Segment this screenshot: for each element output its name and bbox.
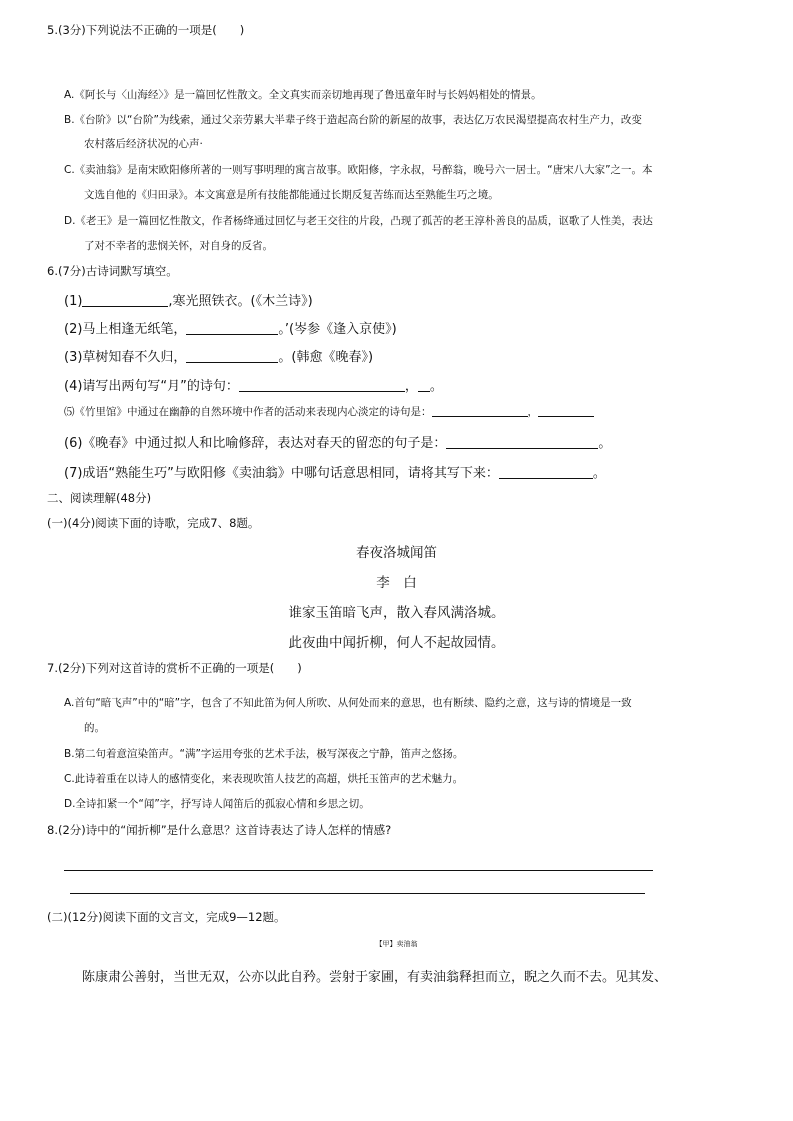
q5-option-c-line2: 文选自他的《归田录》。本文寓意是所有技能都能通过长期反复苦练而达至熟能生巧之境。 <box>84 189 499 201</box>
q5-option-d-line2: 了对不幸者的悲悯关怀，对自身的反省。 <box>84 240 273 252</box>
poem-author: 李 白 <box>376 575 417 591</box>
q6-item-4-suffix: 。 <box>429 379 443 394</box>
q6-item-7 <box>64 462 606 481</box>
q5-option-c-line1: C.《卖油翁》是南宋欧阳修所著的一则写事明理的寓言故事。欧阳修，字永叔，号醉翁，晚号六一居士。“唐宋八大家”之一。本 <box>64 164 653 176</box>
q7-option-a-line2: 的。 <box>84 722 105 734</box>
section-2-heading: 二、阅读理解(48分) <box>47 491 152 505</box>
q6-answer-blank-6[interactable] <box>446 436 598 449</box>
q6-item-3-suffix: 。(韩愈《晚春》) <box>278 350 374 365</box>
q6-item-6-prefix: (6)《晚春》中通过拟人和比喻修辞，表达对春天的留恋的句子是： <box>64 436 447 451</box>
q6-answer-blank-5b[interactable] <box>538 404 594 417</box>
q6-item-6-suffix: 。 <box>598 436 612 451</box>
q7-option-a-line1: A.首句“暗飞声”中的“暗”字，包含了不知此笛为何人所吹、从何处而来的意思，也有断续、隐约之意，这与诗的情境是一致 <box>64 697 632 709</box>
q5-option-b-line2: 农村落后经济状况的心声· <box>84 138 203 150</box>
q6-answer-blank-1[interactable] <box>82 294 168 307</box>
q6-answer-blank-4b[interactable] <box>418 379 430 392</box>
q6-item-1-prefix: (1) <box>64 294 83 309</box>
q6-item-6 <box>64 432 611 451</box>
q6-answer-blank-2[interactable] <box>186 322 278 335</box>
q6-item-2 <box>64 318 397 337</box>
passage-subtitle: 【甲】卖油翁 <box>375 940 418 948</box>
q6-item-1 <box>64 290 313 309</box>
q6-answer-blank-4a[interactable] <box>239 379 405 392</box>
q6-item-5 <box>64 404 594 419</box>
reading-part-2-intro: (二)(12分)阅读下面的文言文，完成9—12题。 <box>47 910 286 924</box>
q5-stem: 5.(3分)下列说法不正确的一项是( ) <box>47 23 245 37</box>
q5-option-b-line1: B.《台阶》以“台阶”为线索，通过父亲劳累大半辈子终于造起高台阶的新屋的故事，表达亿万农民渴望提高农村生产力，改变 <box>64 114 642 126</box>
q8-answer-line-1[interactable] <box>64 870 653 871</box>
q6-answer-blank-5a[interactable] <box>432 404 528 417</box>
reading-part-1-intro: (一)(4分)阅读下面的诗歌，完成7、8题。 <box>47 516 260 530</box>
q6-item-5-separator: ， <box>527 406 538 418</box>
q6-item-2-suffix: 。’(岑参《逢入京使》) <box>278 322 397 337</box>
q6-item-7-suffix: 。 <box>592 466 606 481</box>
q6-item-4 <box>64 375 443 394</box>
poem-title: 春夜洛城闻笛 <box>356 545 437 561</box>
poem-line-2: 此夜曲中闻折柳，何人不起故园情。 <box>288 635 505 651</box>
q6-item-5-prefix: ⑸《竹里馆》中通过在幽静的自然环境中作者的活动来表现内心淡定的诗句是： <box>64 406 432 418</box>
q6-item-7-prefix: (7)成语“熟能生巧”与欧阳修《卖油翁》中哪句话意思相同，请将其写下来： <box>64 466 499 481</box>
q7-option-c: C.此诗着重在以诗人的感情变化，来表现吹笛人技艺的高超，烘托玉笛声的艺术魅力。 <box>64 773 464 785</box>
q6-answer-blank-3[interactable] <box>186 350 278 363</box>
q7-option-b: B.第二句着意渲染笛声。“满”字运用夸张的艺术手法，极写深夜之宁静，笛声之悠扬。 <box>64 748 464 760</box>
q6-item-2-prefix: (2)马上相逢无纸笔， <box>64 322 187 337</box>
q6-item-4-prefix: (4)请写出两句写“月”的诗句： <box>64 379 239 394</box>
q7-option-d: D.全诗扣紧一个“闻”字，抒写诗人闻笛后的孤寂心情和乡思之切。 <box>64 798 370 810</box>
q7-stem: 7.(2分)下列对这首诗的赏析不正确的一项是( ) <box>47 661 302 675</box>
poem-line-1: 谁家玉笛暗飞声，散入春风满洛城。 <box>288 605 505 621</box>
passage-text: 陈康肃公善射，当世无双，公亦以此自矜。尝射于家圃，有卖油翁释担而立，睨之久而不去。见其发、 <box>82 970 668 985</box>
q8-stem: 8.(2分)诗中的“闻折柳”是什么意思？这首诗表达了诗人怎样的情感? <box>47 823 392 837</box>
q6-item-1-suffix: ,寒光照铁衣。(《木兰诗》) <box>168 294 313 309</box>
q8-answer-line-2[interactable] <box>70 893 645 894</box>
q6-item-3-prefix: (3)草树知春不久归， <box>64 350 187 365</box>
q6-item-4-separator: ， <box>404 379 418 394</box>
q6-stem: 6.(7分)古诗词默写填空。 <box>47 264 178 278</box>
q6-answer-blank-7[interactable] <box>499 466 593 479</box>
q5-option-d-line1: D.《老王》是一篇回忆性散文，作者杨绛通过回忆与老王交往的片段，凸现了孤苦的老王淳朴善良的品质，讴歌了人性美，表达 <box>64 215 653 227</box>
q5-option-a: A.《阿长与〈山海经〉》是一篇回忆性散文。全文真实而亲切地再现了鲁迅童年时与长妈妈相处的情景。 <box>64 89 542 101</box>
q6-item-3 <box>64 346 373 365</box>
